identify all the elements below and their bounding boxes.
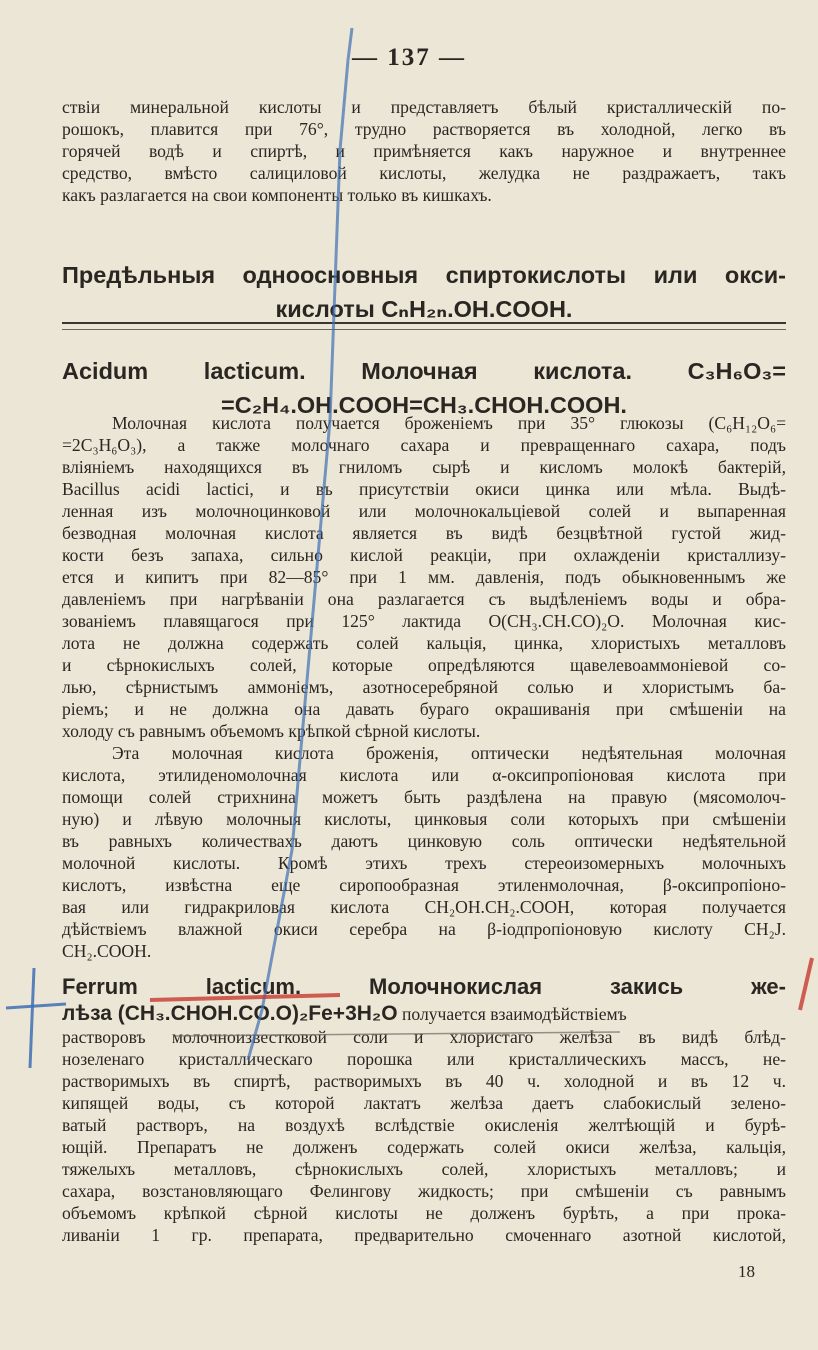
text-line: кислотъ, извѣстна еще сиропообразная этиленмолочная, β-оксипропіоно- <box>62 875 786 895</box>
text-line: помощи солей стрихнина можетъ быть раздѣлена на правую (мясомолоч- <box>62 787 786 807</box>
text-line: ріемъ; и не должна она давать бураго окрашиванія при смѣшеніи на <box>62 699 786 719</box>
text-line: горячей водѣ и спиртѣ, и примѣняется какъ наружное и внутреннее <box>62 141 786 161</box>
text-line: ется и кипитъ при 82—85° при 1 мм. давленія, подъ обыкновеннымъ же <box>62 567 786 587</box>
section-rule-thin <box>62 329 786 330</box>
section-title-line-1: Предѣльныя одноосновныя спиртокислоты или окси- <box>62 262 786 288</box>
text-line: кости безъ запаха, сильно кислой реакціи, при охлажденіи кристаллизу- <box>62 545 786 565</box>
text-line: дѣйствіемъ влажной окиси серебра на β-іодпропіоновую кислоту CH₂J. <box>62 919 786 939</box>
text-line: кипящей воды, съ которой лактатъ желѣза даетъ слабокислый зелено- <box>62 1093 786 1113</box>
text-line: Bacillus acidi lactici, и въ присутствіи окиси цинка или мѣла. Выдѣ- <box>62 479 786 499</box>
text-line: CH₂.COOH. <box>62 941 152 961</box>
printer-signature-mark: 18 <box>738 1262 755 1281</box>
text-line: ливаніи 1 гр. препарата, предварительно смоченнаго азотной кислотой, <box>62 1225 786 1245</box>
ferrum-lacticum-entry <box>62 972 786 1246</box>
text-line: рошокъ, плавится при 76°, трудно растворяется въ холодной, легко въ <box>62 119 786 139</box>
text-line: ную) и лѣвую молочныя кислоты, цинковыя соли которыхъ при смѣшеніи <box>62 809 786 829</box>
lactic-paragraph-2 <box>62 742 786 962</box>
text-line: безводная молочная кислота является въ видѣ безцвѣтной густой жид- <box>62 523 786 543</box>
text-line: въ равныхъ количествахъ даютъ цинковую соль оптически недѣятельной <box>62 831 786 851</box>
text-line: какъ разлагается на свои компоненты только въ кишкахъ. <box>62 185 492 205</box>
lactic-heading-line-2: =C₂H₄.OH.COOH=CH₃.CHOH.COOH. <box>221 392 627 418</box>
text-line: Эта молочная кислота броженія, оптически недѣятельная молочная <box>112 743 786 763</box>
text-line: и сѣрнокислыхъ солей, которые опредѣляются щавелевоаммонiевой со- <box>62 655 786 675</box>
text-line: сахара, возстановляющаго Фелингову жидкость; при смѣшеніи съ равнымъ <box>62 1181 786 1201</box>
text-line: холоду съ равнымъ объемомъ крѣпкой сѣрной кислоты. <box>62 721 481 741</box>
text-line: ствіи минеральной кислоты и представляетъ бѣлый кристаллическій по- <box>62 97 786 117</box>
red-pencil-bracket <box>800 958 812 1010</box>
text-line: средство, вмѣсто салициловой кислоты, желудка не раздражаетъ, такъ <box>62 163 786 183</box>
text-line: растворовъ молочноизвестковой соли и хлористаго желѣза въ видѣ блѣд- <box>62 1027 786 1047</box>
ferrum-formula-line <box>62 1002 786 1026</box>
ferrum-formula-tail: получается взаимодѣйствіемъ <box>397 1004 627 1024</box>
lactic-heading-line-1: Acidum lacticum. Молочная кислота. C₃H₆O₃= <box>62 358 786 384</box>
text-line: =2C₃H₆O₃), а также молочнаго сахара и превращеннаго сахара, подъ <box>62 435 786 455</box>
ferrum-formula: лѣза (CH₃.CHOH.CO.O)₂Fe+3H₂O <box>62 1002 398 1025</box>
text-line: кислота, этилиденомолочная кислота или α-оксипропіоновая кислота при <box>62 765 786 785</box>
page-number: — 137 — <box>352 44 466 71</box>
text-line: вая или гидракриловая кислота CH₂OH.CH₂.COOH, которая получается <box>62 897 786 917</box>
text-line: ленная изъ молочноцинковой или молочнокальцiевой солей и выпаренная <box>62 501 786 521</box>
section-title <box>62 258 786 326</box>
intro-paragraph <box>62 96 786 206</box>
text-line: лью, сѣрнистымъ аммоніемъ, азотносеребряной солью и хлористымъ ба- <box>62 677 786 697</box>
text-line: растворимыхъ въ спиртѣ, растворимыхъ въ 40 ч. холодной и въ 12 ч. <box>62 1071 786 1091</box>
text-line: объемомъ крѣпкой сѣрной кислоты не долженъ бурѣть, а при прока- <box>62 1203 786 1223</box>
section-rule <box>62 322 786 324</box>
text-line: нозеленаго кристаллическаго порошка или кристаллическихъ массъ, не- <box>62 1049 786 1069</box>
text-line: Молочная кислота получается броженіемъ при 35° глюкозы (C₆H₁₂O₆= <box>112 413 786 433</box>
lactic-paragraph-1 <box>62 412 786 742</box>
blue-pencil-cross-vertical <box>30 968 34 1068</box>
text-line: ватый растворъ, на воздухѣ вслѣдствіе окисленія желтѣющій и бурѣ- <box>62 1115 786 1135</box>
text-line: зованіемъ плавящагося при 125° лактида O(CH₃.CH.CO)₂O. Молочная кис- <box>62 611 786 631</box>
ferrum-heading: Ferrum lacticum. Молочнокислая закись же- <box>62 974 786 999</box>
text-line: тяжелыхъ металловъ, сѣрнокислыхъ солей, хлористыхъ металловъ; и <box>62 1159 786 1179</box>
text-line: лота не должна содержать солей кальція, цинка, хлористыхъ металловъ <box>62 633 786 653</box>
text-line: вліяніемъ находящихся въ гниломъ сырѣ и кисломъ молокѣ бактерій, <box>62 457 786 477</box>
text-line: ющій. Препаратъ не долженъ содержать солей окиси желѣза, кальція, <box>62 1137 786 1157</box>
blue-pencil-cross-horizontal <box>6 1004 66 1008</box>
text-line: давленіемъ при нагрѣваніи она разлагается съ выдѣленіемъ воды и обра- <box>62 589 786 609</box>
text-line: молочной кислоты. Кромѣ этихъ трехъ стереоизомерныхъ молочныхъ <box>62 853 786 873</box>
section-title-line-2: кислоты CₙH₂ₙ.OH.COOH. <box>275 296 573 322</box>
